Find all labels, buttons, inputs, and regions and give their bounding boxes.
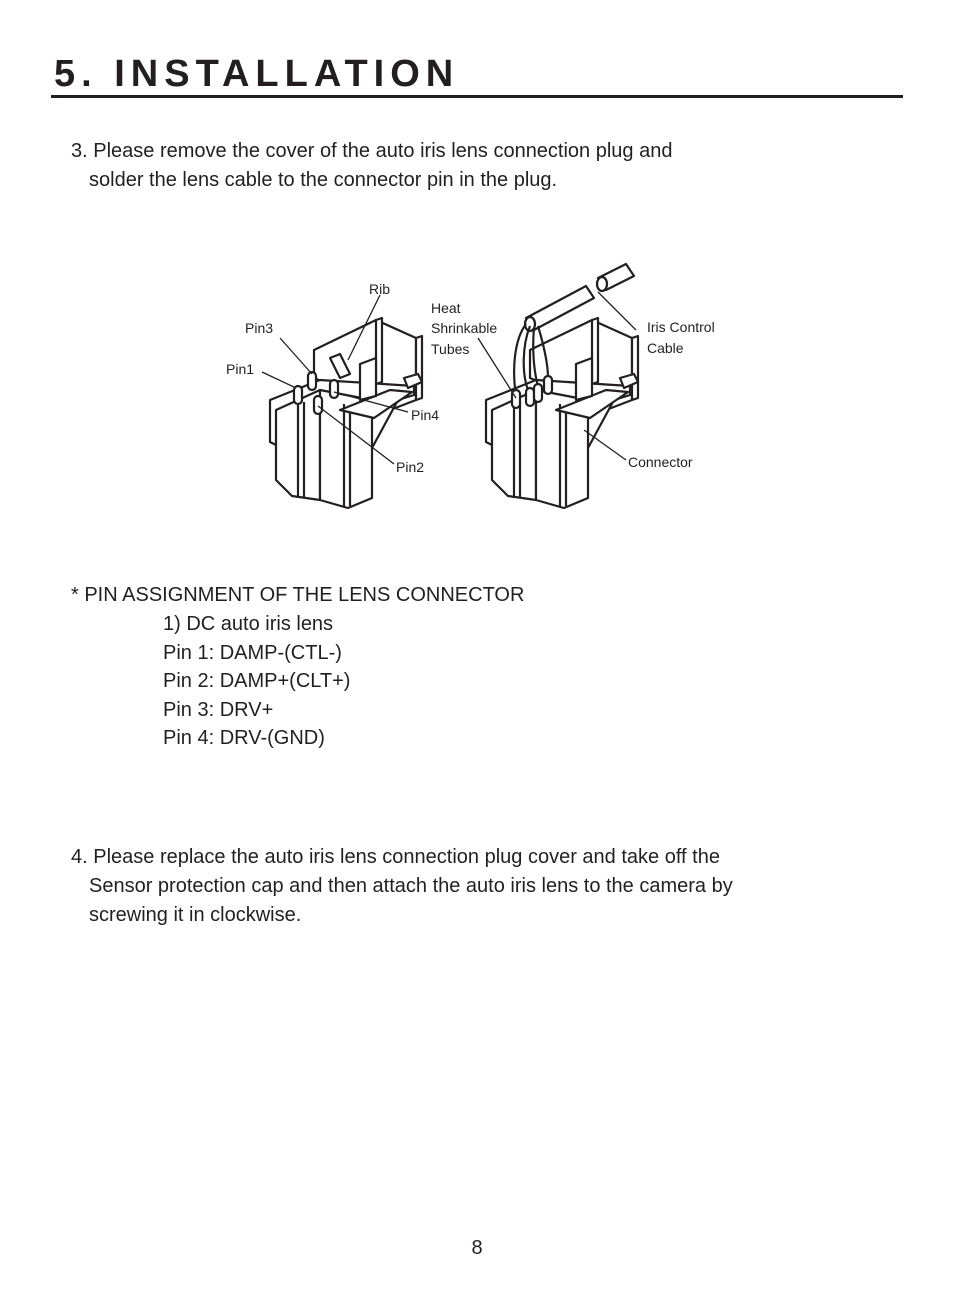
connector-illustration: [200, 250, 740, 530]
label-heat-shrinkable-tubes: Heat: [431, 300, 461, 316]
label-pin4: Pin4: [411, 407, 440, 423]
page-title: 5. INSTALLATION: [54, 53, 460, 95]
pin-assignment-item: Pin 2: DAMP+(CLT+): [163, 670, 351, 693]
label-pin2: Pin2: [396, 459, 425, 475]
label-heat-shrinkable-tubes: Shrinkable: [431, 320, 498, 336]
iris-control-cable: [525, 264, 634, 331]
pin-assignment-list: [163, 610, 350, 753]
label-pin3: Pin3: [245, 320, 274, 336]
left-connector-body: [270, 318, 425, 508]
right-connector-body: [486, 318, 638, 508]
pin-assignment-item: Pin 3: DRV+: [163, 698, 274, 721]
label-pin1: Pin1: [226, 361, 255, 377]
step-4-line: 4. Please replace the auto iris lens connection plug cover and take off the: [71, 846, 720, 868]
label-connector: Connector: [628, 454, 693, 470]
title-rule: [51, 95, 903, 98]
step-4-line: Sensor protection cap and then attach the auto iris lens to the camera by: [89, 875, 733, 897]
pin-assignment-heading: * PIN ASSIGNMENT OF THE LENS CONNECTOR: [71, 584, 525, 606]
label-heat-shrinkable-tubes: Tubes: [431, 341, 470, 357]
label-iris-control-cable: Cable: [647, 340, 684, 356]
step-3-line: 3. Please remove the cover of the auto iris lens connection plug and: [71, 140, 673, 162]
page-number: 8: [471, 1237, 483, 1259]
step-4-line: screwing it in clockwise.: [89, 904, 302, 926]
pin-assignment-item: Pin 1: DAMP-(CTL-): [163, 641, 342, 664]
step-3-instruction: [71, 137, 672, 195]
connector-diagram: [200, 250, 740, 530]
step-4-instruction: [71, 843, 733, 930]
step-3-line: solder the lens cable to the connector pin in the plug.: [89, 169, 558, 191]
label-rib: Rib: [369, 281, 391, 297]
pin-assignment-item: 1) DC auto iris lens: [163, 613, 334, 635]
pin-assignment-item: Pin 4: DRV-(GND): [163, 727, 325, 750]
label-iris-control-cable: Iris Control: [647, 319, 715, 335]
